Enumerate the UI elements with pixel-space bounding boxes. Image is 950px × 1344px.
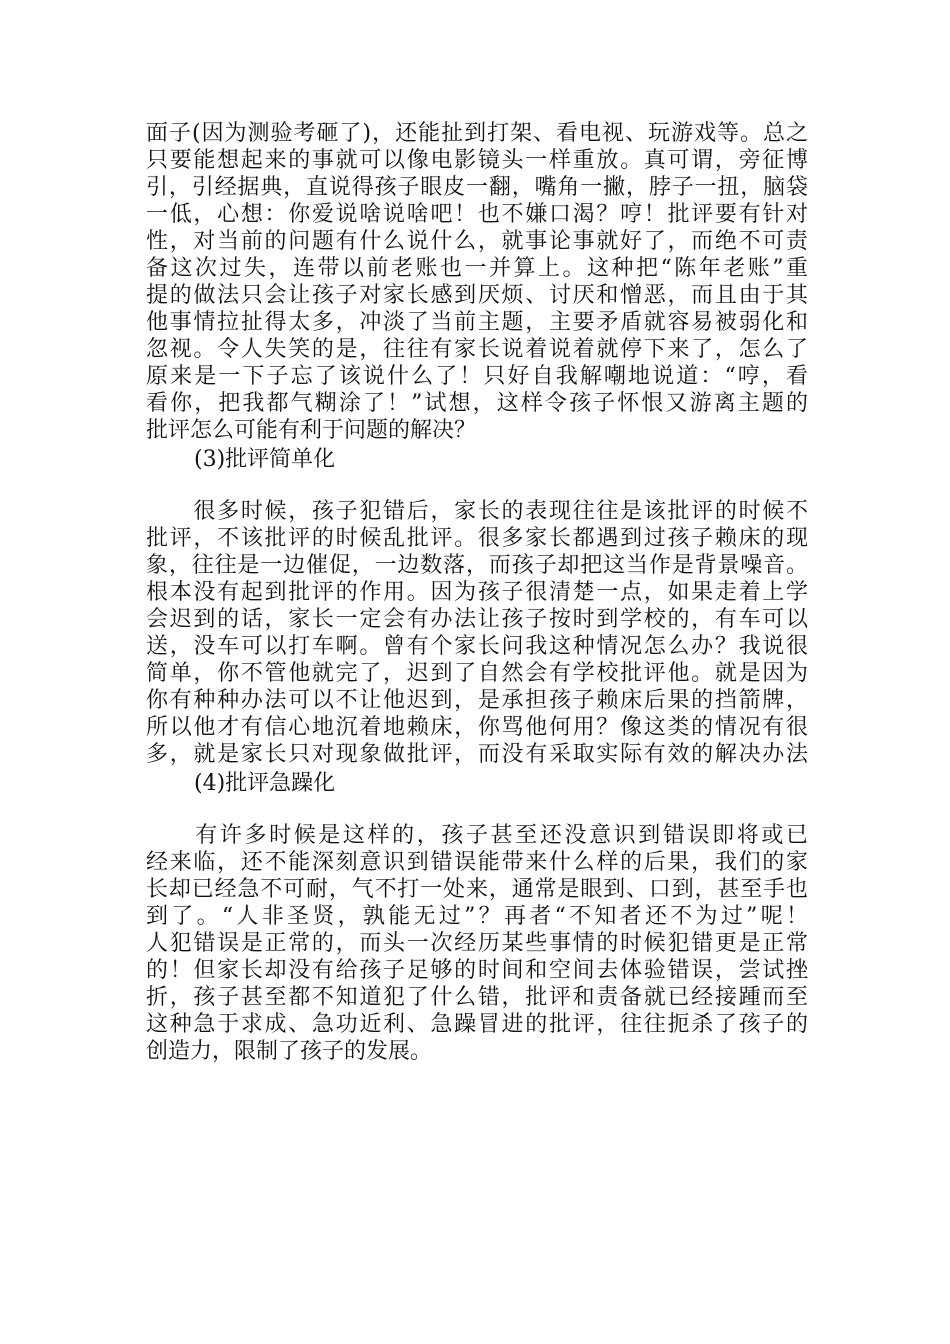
text-line: 提的做法只会让孩子对家长感到厌烦、讨厌和憎恶，而且由于其 [146,283,808,308]
text-line: 创造力，限制了孩子的发展。 [146,1039,433,1064]
text-line: 一低，心想：你爱说啥说啥吧！也不嫌口渴？哼！批评要有针对 [146,202,808,227]
text-line: 会迟到的话，家长一定会有办法让孩子按时到学校的，有车可以 [146,607,808,632]
text-line: 引，引经据典，直说得孩子眼皮一翻，嘴角一撇，脖子一扭，脑袋 [146,175,808,200]
text-line: 批评，不该批评的时候乱批评。很多家长都遇到过孩子赖床的现 [146,526,808,551]
text-line: 面子(因为测验考砸了)，还能扯到打架、看电视、玩游戏等。总之 [146,121,808,146]
paragraph-1 [146,120,808,444]
text-line: 性，对当前的问题有什么说什么，就事论事就好了，而绝不可责 [146,229,808,254]
text-line: 象，往往是一边催促，一边数落，而孩子却把这当作是背景噪音。 [146,553,808,578]
paragraph-2 [146,498,808,768]
text-line: 长却已经急不可耐，气不打一处来，通常是眼到、口到，甚至手也 [146,877,808,902]
text-line: 原来是一下子忘了该说什么了！只好自我解嘲地说道：“哼，看 [146,364,808,389]
text-line: 忽视。令人失笑的是，往往有家长说着说着就停下来了，怎么了 [146,337,808,362]
text-line: 经来临，还不能深刻意识到错误能带来什么样的后果，我们的家 [146,850,808,875]
text-line: 折，孩子甚至都不知道犯了什么错，批评和责备就已经接踵而至 [146,985,808,1010]
text-line: 这种急于求成、急功近利、急躁冒进的批评，往往扼杀了孩子的 [146,1012,808,1037]
text-line: 根本没有起到批评的作用。因为孩子很清楚一点，如果走着上学 [146,580,808,605]
text-line: 你有种种办法可以不让他迟到，是承担孩子赖床后果的挡箭牌， [146,688,808,713]
text-line: 只要能想起来的事就可以像电影镜头一样重放。真可谓，旁征博 [146,148,808,173]
text-line: 到了。“人非圣贤，孰能无过”？再者“不知者还不为过”呢！ [146,904,808,929]
text-line: 备这次过失，连带以前老账也一并算上。这种把“陈年老账”重 [146,256,808,281]
section-heading-3: (3)批评简单化 [194,447,336,472]
text-line: 人犯错误是正常的，而头一次经历某些事情的时候犯错更是正常 [146,931,808,956]
text-line: 有许多时候是这样的，孩子甚至还没意识到错误即将或已 [146,823,808,848]
section-heading-4: (4)批评急躁化 [194,771,336,796]
text-line: 看你，把我都气糊涂了！”试想，这样令孩子怀恨又游离主题的 [146,391,808,416]
text-line: 批评怎么可能有利于问题的解决？ [146,418,477,443]
text-line: 他事情拉扯得太多，冲淡了当前主题，主要矛盾就容易被弱化和 [146,310,808,335]
text-line: 所以他才有信心地沉着地赖床，你骂他何用？像这类的情况有很 [146,715,808,740]
text-line: 送，没车可以打车啊。曾有个家长问我这种情况怎么办？我说很 [146,634,808,659]
text-line: 多，就是家长只对现象做批评，而没有采取实际有效的解决办法 [146,742,808,767]
text-line: 很多时候，孩子犯错后，家长的表现往往是该批评的时候不 [146,499,808,524]
text-line: 的！但家长却没有给孩子足够的时间和空间去体验错误，尝试挫 [146,958,808,983]
paragraph-3 [146,822,808,1065]
text-line: 简单，你不管他就完了，迟到了自然会有学校批评他。就是因为 [146,661,808,686]
